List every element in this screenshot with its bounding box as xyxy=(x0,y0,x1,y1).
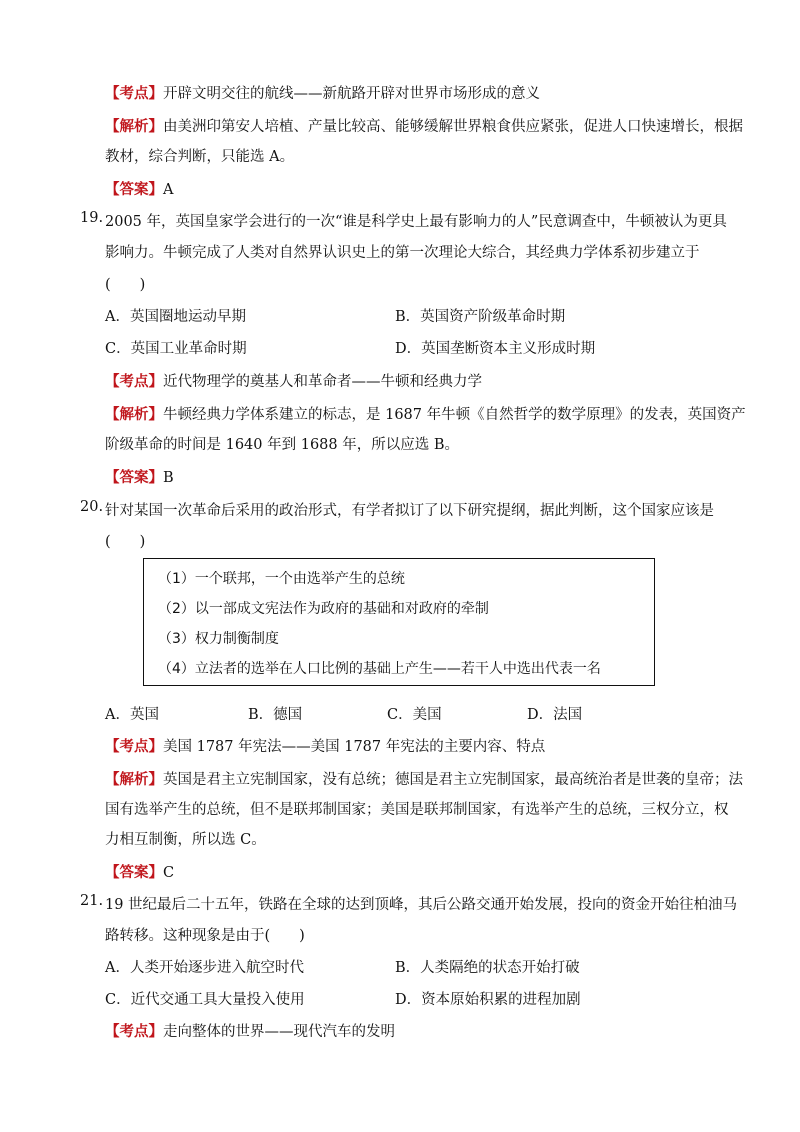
q19-option-a: A．英国圈地运动早期 xyxy=(105,309,246,325)
q20-option-a: A．英国 xyxy=(105,707,159,723)
q20-daan: 【答案】C xyxy=(105,865,175,881)
q21-option-a: A．人类开始逐步进入航空时代 xyxy=(105,960,304,976)
outline-item-4: （4）立法者的选举在人口比例的基础上产生——若干人中选出代表一名 xyxy=(158,661,601,677)
q21-option-d: D．资本原始积累的进程加剧 xyxy=(395,992,581,1008)
q19-daan-value: B xyxy=(163,470,174,486)
q21-option-b: B．人类隔绝的状态开始打破 xyxy=(395,960,580,976)
q20-jiexi: 【解析】英国是君主立宪制国家，没有总统；德国是君主立宪制国家，最高统治者是世袭的皇帝；法 xyxy=(105,772,743,788)
q21-option-c: C．近代交通工具大量投入使用 xyxy=(105,992,305,1008)
q19-number: 19. xyxy=(80,210,104,226)
q19-jiexi-line-1: 牛顿经典力学体系建立的标志，是 1687 年牛顿《自然哲学的数学原理》的发表，英国资产 xyxy=(163,407,746,423)
q20-jiexi-line-2: 国有选举产生的总统，但不是联邦制国家；美国是联邦制国家，有选举产生的总统，三权分立，权 xyxy=(105,802,729,818)
q18-daan: 【答案】A xyxy=(105,182,174,198)
outline-item-2: （2）以一部成文宪法作为政府的基础和对政府的牵制 xyxy=(158,601,489,617)
q19-daan: 【答案】B xyxy=(105,470,174,486)
q20-jiexi-line-3: 力相互制衡，所以选 C。 xyxy=(105,832,266,848)
q19-option-c: C．英国工业革命时期 xyxy=(105,341,247,357)
q21-stem-line-2: 路转移。这种现象是由于( ) xyxy=(105,928,305,944)
q20-option-d: D．法国 xyxy=(527,707,583,723)
q21-stem-line-1: 19 世纪最后二十五年，铁路在全球的达到顶峰，其后公路交通开始发展，投向的资金开始往柏油马 xyxy=(105,897,738,913)
q19-stem-line-1: 2005 年，英国皇家学会进行的一次“谁是科学史上最有影响力的人”民意调查中，牛顿被认为更具 xyxy=(105,214,727,230)
research-outline-box xyxy=(143,558,655,686)
q20-number: 20. xyxy=(80,499,104,515)
outline-item-1: （1）一个联邦，一个由选举产生的总统 xyxy=(158,571,405,587)
q20-option-b: B．德国 xyxy=(248,707,303,723)
q20-kaodian-text: 美国 1787 年宪法——美国 1787 年宪法的主要内容、特点 xyxy=(163,739,546,755)
q19-kaodian: 【考点】近代物理学的奠基人和革命者——牛顿和经典力学 xyxy=(105,374,482,390)
q21-kaodian-text: 走向整体的世界——现代汽车的发明 xyxy=(163,1024,395,1040)
q20-jiexi-line-1: 英国是君主立宪制国家，没有总统；德国是君主立宪制国家，最高统治者是世袭的皇帝；法 xyxy=(163,772,743,788)
q21-number: 21. xyxy=(80,893,104,909)
q19-jiexi-line-2: 阶级革命的时间是 1640 年到 1688 年，所以应选 B。 xyxy=(105,437,460,453)
q20-option-c: C．美国 xyxy=(387,707,442,723)
q20-stem-line-2: ( ) xyxy=(105,534,146,550)
q20-daan-value: C xyxy=(163,865,175,881)
q19-stem-line-2: 影响力。牛顿完成了人类对自然界认识史上的第一次理论大综合，其经典力学体系初步建立于 xyxy=(105,245,700,261)
q21-kaodian: 【考点】走向整体的世界——现代汽车的发明 xyxy=(105,1024,395,1040)
q19-option-b: B．英国资产阶级革命时期 xyxy=(395,309,566,325)
q18-kaodian: 【考点】开辟文明交往的航线——新航路开辟对世界市场形成的意义 xyxy=(105,86,540,102)
q19-jiexi: 【解析】牛顿经典力学体系建立的标志，是 1687 年牛顿《自然哲学的数学原理》的发表，英国资产 xyxy=(105,407,746,423)
q18-jiexi-line-1: 由美洲印第安人培植、产量比较高、能够缓解世界粮食供应紧张，促进人口快速增长，根据 xyxy=(163,119,743,135)
q18-daan-value: A xyxy=(163,182,174,198)
q20-kaodian: 【考点】美国 1787 年宪法——美国 1787 年宪法的主要内容、特点 xyxy=(105,739,546,755)
q19-stem-line-3: ( ) xyxy=(105,277,146,293)
q18-jiexi-line-2: 教材，综合判断，只能选 A。 xyxy=(105,149,295,165)
outline-item-3: （3）权力制衡制度 xyxy=(158,631,279,647)
q20-stem-line-1: 针对某国一次革命后采用的政治形式，有学者拟订了以下研究提纲，据此判断，这个国家应该是 xyxy=(105,503,714,519)
q19-option-d: D．英国垄断资本主义形成时期 xyxy=(395,341,596,357)
q19-kaodian-text: 近代物理学的奠基人和革命者——牛顿和经典力学 xyxy=(163,374,482,390)
q18-jiexi: 【解析】由美洲印第安人培植、产量比较高、能够缓解世界粮食供应紧张，促进人口快速增长，根据 xyxy=(105,119,743,135)
q18-kaodian-text: 开辟文明交往的航线——新航路开辟对世界市场形成的意义 xyxy=(163,86,540,102)
